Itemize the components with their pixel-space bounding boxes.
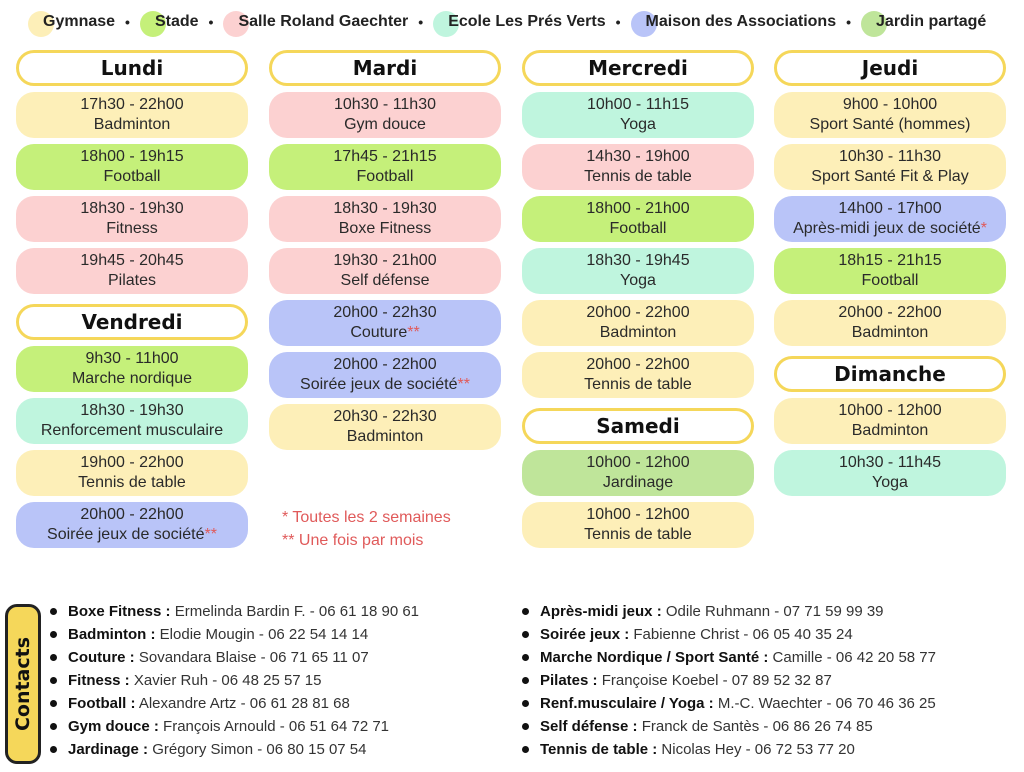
session-time: 10h00 - 12h00 [838,402,942,419]
contact-item [522,692,936,715]
session-activity: Football [861,272,919,289]
session-time: 19h30 - 21h00 [333,252,437,269]
contacts-tab [5,604,41,764]
contact-item [522,623,936,646]
session-card [269,248,501,294]
contact-person: Françoise Koebel - 07 89 52 32 87 [601,672,832,689]
session-time: 18h30 - 19h30 [80,200,184,217]
day-header-dimanche: Dimanche [774,356,1006,392]
session-time: 18h30 - 19h45 [586,252,690,269]
activity-name: Couture [350,324,408,341]
contact-person: Camille - 06 42 20 58 77 [772,649,936,666]
contact-item [50,646,419,669]
session-activity: Football [609,220,667,237]
contact-item [522,738,936,761]
session-activity: Tennis de table [78,474,186,491]
contact-person: Nicolas Hey - 06 72 53 77 20 [661,741,855,758]
session-card [16,398,248,444]
venue-legend [28,8,1003,36]
contact-person: Grégory Simon - 06 80 15 07 54 [152,741,367,758]
session-activity: Badminton [851,324,929,341]
session-time: 10h30 - 11h45 [838,454,941,471]
contact-item [522,669,936,692]
legend-item-salle [223,13,408,31]
contact-item [50,738,419,761]
day-header-lundi: Lundi [16,50,248,86]
contact-item [50,600,419,623]
contact-role: Couture : [68,649,135,666]
legend-label: Salle Roland Gaechter [238,13,409,30]
session-card [16,144,248,190]
contact-person: Alexandre Artz - 06 61 28 81 68 [138,695,350,712]
session-time: 20h00 - 22h00 [586,304,690,321]
session-activity: Sport Santé (hommes) [809,116,971,133]
session-activity: Football [356,168,414,185]
activity-name: Soirée jeux de société [47,526,205,543]
session-time: 17h30 - 22h00 [80,96,184,113]
session-time: 20h30 - 22h30 [333,408,437,425]
legend-item-jardin [861,13,986,31]
session-time: 18h30 - 19h30 [80,402,184,419]
contact-item [50,692,419,715]
session-card [774,196,1006,242]
session-card [269,352,501,398]
contacts-list-left [50,600,419,761]
note-biweekly: * Toutes les 2 semaines [282,509,451,526]
contact-role: Après-midi jeux : [540,603,662,620]
session-time: 20h00 - 22h00 [80,506,184,523]
contact-item [50,715,419,738]
session-card [774,248,1006,294]
session-activity: Pilates [107,272,157,289]
session-time: 20h00 - 22h00 [333,356,437,373]
legend-label: Jardin partagé [876,13,987,30]
session-card [522,502,754,548]
session-time: 18h00 - 19h15 [80,148,184,165]
note-monthly: ** Une fois par mois [282,532,424,549]
session-activity: Tennis de table [584,376,692,393]
session-time: 17h45 - 21h15 [333,148,437,165]
session-time: 18h30 - 19h30 [333,200,437,217]
session-activity: Tennis de table [584,526,692,543]
session-card [774,300,1006,346]
session-activity: Yoga [620,116,656,133]
session-activity: Self défense [340,272,430,289]
legend-separator: • [208,14,214,30]
session-activity [793,219,987,239]
contact-item [522,600,936,623]
column-jeudi-dimanche [774,50,1006,502]
session-time: 10h30 - 11h30 [838,148,941,165]
contact-person: Elodie Mougin - 06 22 54 14 14 [159,626,369,643]
contact-role: Gym douce : [68,718,159,735]
legend-item-ecole [433,13,605,31]
contact-item [522,715,936,738]
session-activity [47,525,217,545]
legend-separator: • [125,14,130,30]
session-card [269,92,501,138]
session-card [269,144,501,190]
session-card [16,92,248,138]
session-card [774,92,1006,138]
contact-role: Badminton : [68,626,156,643]
session-time: 19h00 - 22h00 [80,454,184,471]
legend-label: Maison des Associations [645,13,837,30]
contact-role: Pilates : [540,672,598,689]
session-activity: Yoga [872,474,908,491]
day-header-mercredi: Mercredi [522,50,754,86]
session-activity [300,375,470,395]
session-activity: Boxe Fitness [338,220,432,237]
session-activity: Tennis de table [584,168,692,185]
contact-person: Franck de Santès - 06 86 26 74 85 [641,718,873,735]
legend-separator: • [615,14,621,30]
session-time: 20h00 - 22h00 [838,304,942,321]
session-activity: Yoga [620,272,656,289]
contact-item [50,669,419,692]
legend-item-gymnase [28,13,115,31]
session-time: 14h00 - 17h00 [838,200,942,217]
contact-item [522,646,936,669]
session-card [522,352,754,398]
session-time: 10h30 - 11h30 [333,96,436,113]
session-activity: Fitness [106,220,158,237]
session-card [522,144,754,190]
session-card [16,502,248,548]
session-activity: Badminton [346,428,424,445]
contact-person: Xavier Ruh - 06 48 25 57 15 [133,672,322,689]
session-card [522,300,754,346]
frequency-mark: * [980,220,987,237]
session-card [774,398,1006,444]
day-header-mardi: Mardi [269,50,501,86]
frequency-mark: ** [457,376,470,393]
session-card [522,196,754,242]
session-time: 10h00 - 11h15 [586,96,689,113]
session-card [774,450,1006,496]
session-card [16,346,248,392]
session-activity: Gym douce [344,116,426,133]
legend-label: Ecole Les Prés Verts [448,13,606,30]
session-card [16,196,248,242]
session-card [522,248,754,294]
column-lundi-vendredi [16,50,248,554]
session-time: 20h00 - 22h30 [333,304,437,321]
column-mercredi-samedi [522,50,754,554]
contact-role: Marche Nordique / Sport Santé : [540,649,769,666]
column-mardi [269,50,501,456]
contacts-list-right [522,600,936,761]
contact-role: Renf.musculaire / Yoga : [540,695,714,712]
contact-person: Odile Ruhmann - 07 71 59 99 39 [665,603,884,620]
contact-person: François Arnould - 06 51 64 72 71 [163,718,390,735]
day-header-jeudi: Jeudi [774,50,1006,86]
session-activity: Football [103,168,161,185]
contacts-title: Contacts [12,636,34,732]
session-card [522,450,754,496]
frequency-notes [282,506,451,552]
contact-person: M.-C. Waechter - 06 70 46 36 25 [717,695,936,712]
contact-person: Ermelinda Bardin F. - 06 61 18 90 61 [174,603,420,620]
session-activity: Renforcement musculaire [40,422,224,439]
session-activity: Badminton [93,116,171,133]
contact-person: Fabienne Christ - 06 05 40 35 24 [633,626,853,643]
contact-role: Tennis de table : [540,741,658,758]
contact-role: Football : [68,695,136,712]
session-card [522,92,754,138]
session-card [269,300,501,346]
session-time: 9h00 - 10h00 [842,96,938,113]
session-card [774,144,1006,190]
frequency-mark: ** [204,526,217,543]
frequency-mark: ** [407,324,420,341]
session-time: 18h15 - 21h15 [838,252,942,269]
contact-person: Sovandara Blaise - 06 71 65 11 07 [138,649,369,666]
legend-label: Stade [154,13,199,30]
contact-role: Soirée jeux : [540,626,630,643]
activity-name: Après-midi jeux de société [793,220,981,237]
session-time: 19h45 - 20h45 [80,252,184,269]
legend-separator: • [418,14,424,30]
contact-item [50,623,419,646]
session-card [269,404,501,450]
session-activity: Badminton [851,422,929,439]
session-activity: Sport Santé Fit & Play [811,168,969,185]
activity-name: Soirée jeux de société [300,376,458,393]
session-time: 14h30 - 19h00 [586,148,690,165]
contact-role: Jardinage : [68,741,149,758]
session-activity: Badminton [599,324,677,341]
session-time: 9h30 - 11h00 [85,350,179,367]
contact-role: Fitness : [68,672,130,689]
session-time: 10h00 - 12h00 [586,506,690,523]
day-header-vendredi: Vendredi [16,304,248,340]
session-activity: Jardinage [602,474,674,491]
legend-label: Gymnase [43,13,116,30]
legend-separator: • [846,14,852,30]
session-time: 18h00 - 21h00 [586,200,690,217]
contact-role: Self défense : [540,718,638,735]
session-activity: Marche nordique [71,370,193,387]
legend-item-stade [140,13,199,31]
session-card [16,450,248,496]
session-card [16,248,248,294]
session-card [269,196,501,242]
session-time: 20h00 - 22h00 [586,356,690,373]
day-header-samedi: Samedi [522,408,754,444]
session-activity [350,323,419,343]
legend-item-maison [631,13,837,31]
session-time: 10h00 - 12h00 [586,454,690,471]
contact-role: Boxe Fitness : [68,603,171,620]
